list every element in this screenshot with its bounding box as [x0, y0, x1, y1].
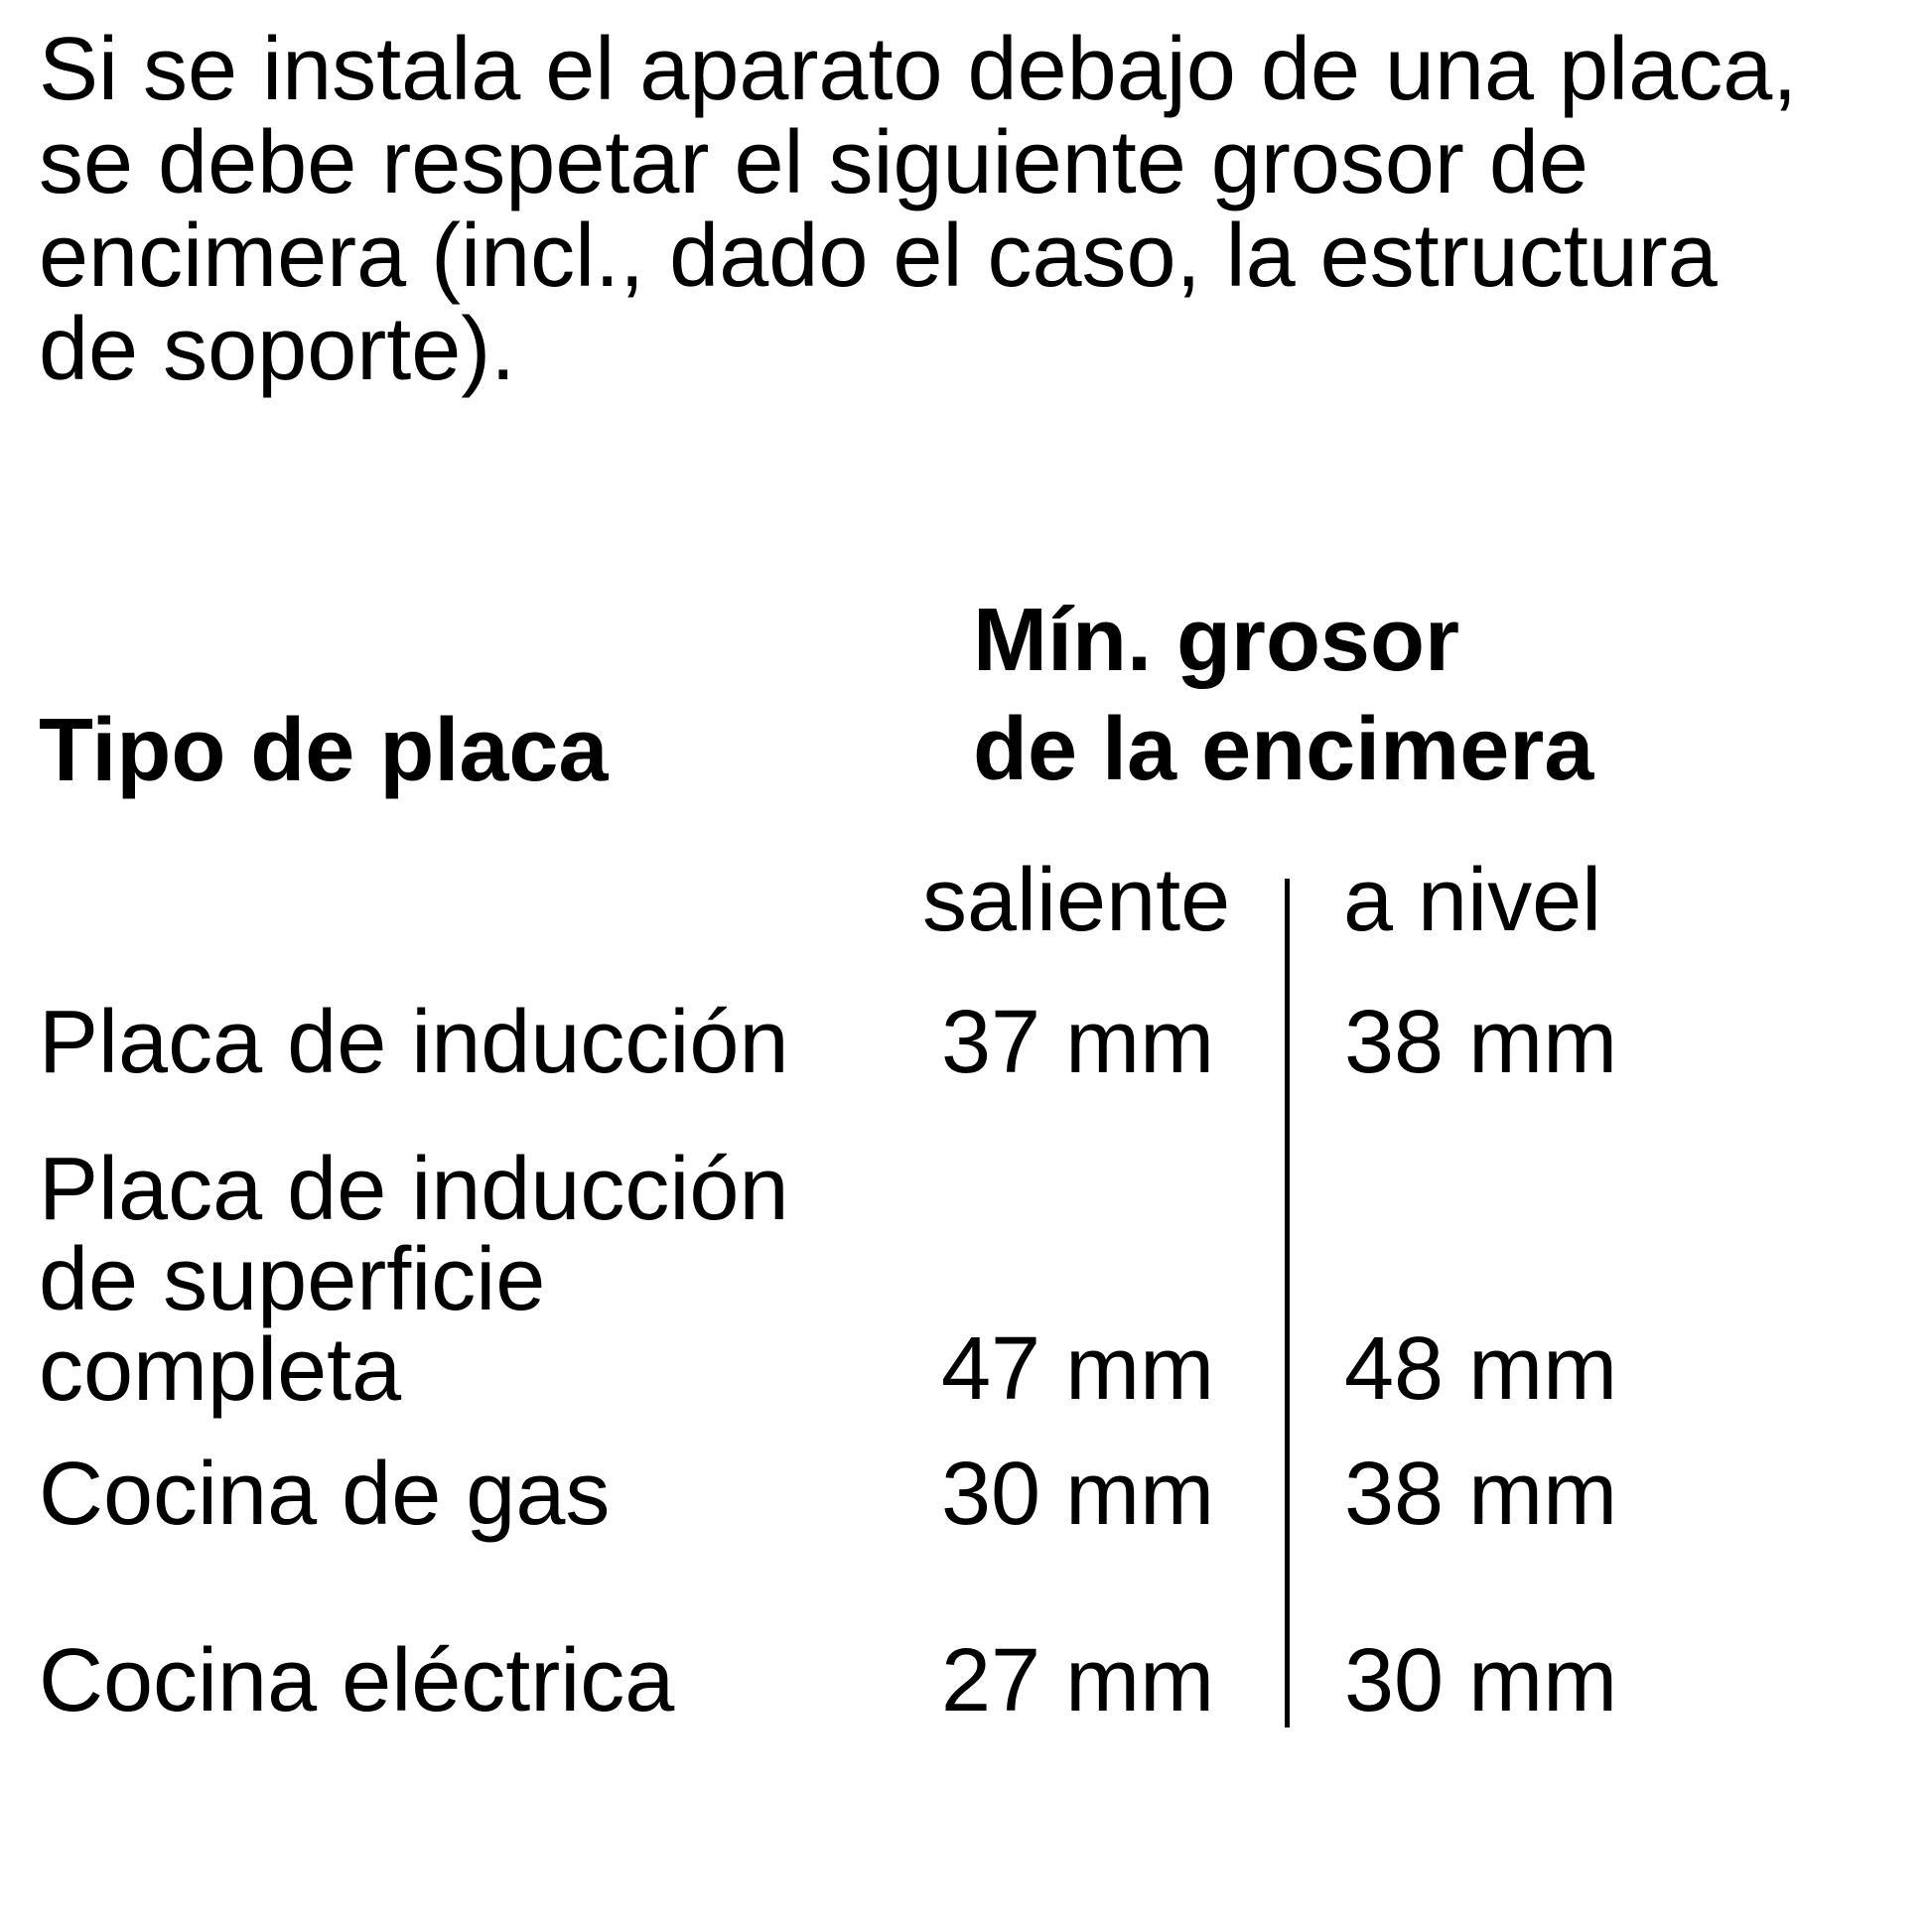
table-row-label [39, 1631, 912, 1730]
table-row-label [39, 1140, 912, 1420]
column-divider-line [1285, 879, 1290, 1727]
table-cell-saliente: 37 mm [941, 993, 1215, 1092]
row-label-line: de superficie [39, 1230, 546, 1329]
value-column-header-line: de la encimera [973, 700, 1594, 799]
row-label-line: Placa de inducción [39, 1140, 789, 1239]
subheader-saliente: saliente [922, 851, 1231, 950]
table-cell-a-nivel: 38 mm [1344, 993, 1618, 1092]
intro-line: se debe respetar el siguiente grosor de [39, 113, 1588, 212]
row-label-line: Placa de inducción [39, 993, 789, 1092]
table-row-label [39, 1445, 912, 1544]
table-cell-saliente: 47 mm [941, 1319, 1215, 1419]
row-label-line: completa [39, 1320, 402, 1420]
subheader-a-nivel: a nivel [1343, 851, 1602, 950]
table-cell-saliente: 27 mm [941, 1631, 1215, 1730]
table-cell-a-nivel: 38 mm [1344, 1445, 1618, 1544]
intro-line: de soporte). [39, 300, 516, 399]
intro-paragraph [39, 20, 1895, 399]
intro-line: Si se instala el aparato debajo de una placa, [39, 20, 1798, 119]
table-row-label [39, 993, 912, 1092]
table-cell-a-nivel: 30 mm [1344, 1631, 1618, 1730]
table-cell-a-nivel: 48 mm [1344, 1319, 1618, 1419]
row-column-header: Tipo de placa [39, 701, 609, 800]
row-label-line: Cocina de gas [39, 1445, 611, 1544]
value-column-header [973, 586, 1593, 804]
value-column-header-line: Mín. grosor [973, 591, 1459, 690]
table-cell-saliente: 30 mm [941, 1445, 1215, 1544]
intro-line: encimera (incl., dado el caso, la estructura [39, 207, 1718, 306]
row-label-line: Cocina eléctrica [39, 1631, 675, 1730]
